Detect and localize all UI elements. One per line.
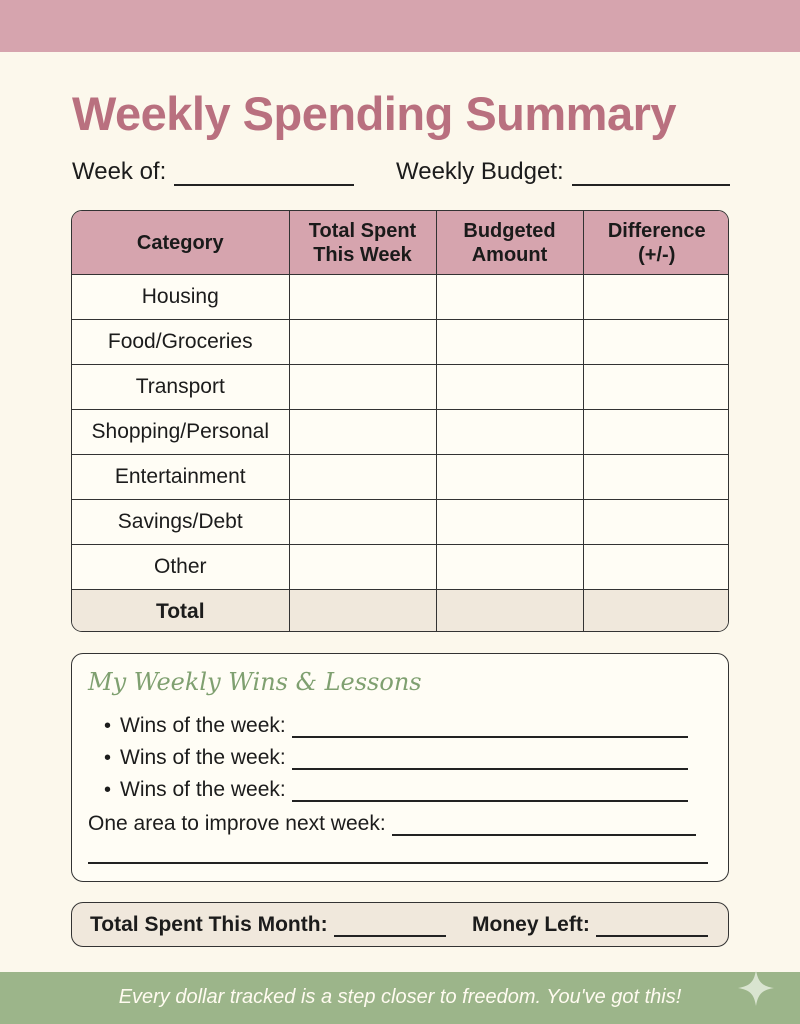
spent-cell[interactable] (289, 545, 436, 590)
header-difference (583, 211, 729, 275)
spent-cell[interactable] (289, 365, 436, 410)
money-left-blank[interactable] (596, 915, 708, 937)
monthly-totals-box (71, 902, 729, 947)
weekly-budget-field (396, 158, 730, 186)
wins-item-label: Wins of the week: (120, 778, 286, 801)
table-row (72, 545, 729, 590)
spent-cell[interactable] (289, 275, 436, 320)
difference-cell[interactable] (583, 365, 729, 410)
table-row (72, 320, 729, 365)
weekly-budget-blank[interactable] (572, 160, 730, 186)
difference-cell[interactable] (583, 500, 729, 545)
budgeted-cell[interactable] (436, 410, 583, 455)
budgeted-cell[interactable] (436, 455, 583, 500)
weekly-budget-label: Weekly Budget: (396, 158, 564, 185)
sparkle-icon (736, 968, 776, 1008)
budgeted-cell[interactable] (436, 275, 583, 320)
table-header-row (72, 211, 729, 275)
list-item (104, 738, 688, 770)
improve-label: One area to improve next week: (88, 812, 386, 835)
total-budgeted-cell[interactable] (436, 590, 583, 633)
total-label: Total (72, 590, 289, 633)
total-spent-cell[interactable] (289, 590, 436, 633)
total-difference-cell[interactable] (583, 590, 729, 633)
spent-cell[interactable] (289, 320, 436, 365)
table-row (72, 455, 729, 500)
table-row (72, 410, 729, 455)
spent-cell[interactable] (289, 455, 436, 500)
total-row (72, 590, 729, 633)
budgeted-cell[interactable] (436, 320, 583, 365)
spent-cell[interactable] (289, 500, 436, 545)
budgeted-cell[interactable] (436, 365, 583, 410)
category-cell: Other (72, 545, 289, 590)
spent-cell[interactable] (289, 410, 436, 455)
wins-item-label: Wins of the week: (120, 746, 286, 769)
total-month-blank[interactable] (334, 915, 446, 937)
header-budgeted-line1: Budgeted (463, 219, 556, 242)
header-budgeted (436, 211, 583, 275)
header-total-spent-line1: Total Spent (308, 219, 417, 242)
header-difference-line2: (+/-) (638, 243, 676, 266)
difference-cell[interactable] (583, 455, 729, 500)
header-total-spent-line2: This Week (313, 243, 412, 266)
week-of-label: Week of: (72, 158, 167, 185)
wins-list (104, 706, 688, 802)
category-cell: Shopping/Personal (72, 410, 289, 455)
money-left-label: Money Left: (472, 913, 590, 936)
page-title: Weekly Spending Summary (72, 87, 677, 140)
money-left-field (472, 913, 708, 937)
bullet-icon: • (104, 779, 112, 801)
header-budgeted-line2: Amount (471, 243, 548, 266)
table-row (72, 500, 729, 545)
wins-item-blank[interactable] (292, 714, 688, 738)
wins-item-blank[interactable] (292, 778, 688, 802)
top-header-band (0, 0, 800, 52)
table-row (72, 275, 729, 320)
table-row (72, 365, 729, 410)
budgeted-cell[interactable] (436, 500, 583, 545)
weekly-wins-box (71, 653, 729, 882)
wins-item-label: Wins of the week: (120, 714, 286, 737)
total-month-field (90, 913, 446, 937)
header-total-spent (289, 211, 436, 275)
header-difference-line1: Difference (607, 219, 706, 242)
week-of-field (72, 158, 354, 186)
category-cell: Entertainment (72, 455, 289, 500)
difference-cell[interactable] (583, 410, 729, 455)
footer-band (0, 972, 800, 1024)
budgeted-cell[interactable] (436, 545, 583, 590)
footer-message: Every dollar tracked is a step closer to freedom. You've got this! (118, 986, 682, 1008)
category-cell: Housing (72, 275, 289, 320)
improve-blank[interactable] (392, 812, 696, 836)
bullet-icon: • (104, 747, 112, 769)
bullet-icon: • (104, 715, 112, 737)
spending-table (71, 210, 729, 632)
wins-title: My Weekly Wins & Lessons (88, 668, 422, 696)
difference-cell[interactable] (583, 545, 729, 590)
list-item (104, 770, 688, 802)
total-month-label: Total Spent This Month: (90, 913, 328, 936)
improve-blank-continued[interactable] (88, 862, 708, 864)
difference-cell[interactable] (583, 320, 729, 365)
list-item (104, 706, 688, 738)
category-cell: Savings/Debt (72, 500, 289, 545)
improve-field (88, 812, 696, 836)
category-cell: Food/Groceries (72, 320, 289, 365)
wins-item-blank[interactable] (292, 746, 688, 770)
category-cell: Transport (72, 365, 289, 410)
header-category: Category (72, 211, 289, 275)
difference-cell[interactable] (583, 275, 729, 320)
week-of-blank[interactable] (174, 160, 354, 186)
